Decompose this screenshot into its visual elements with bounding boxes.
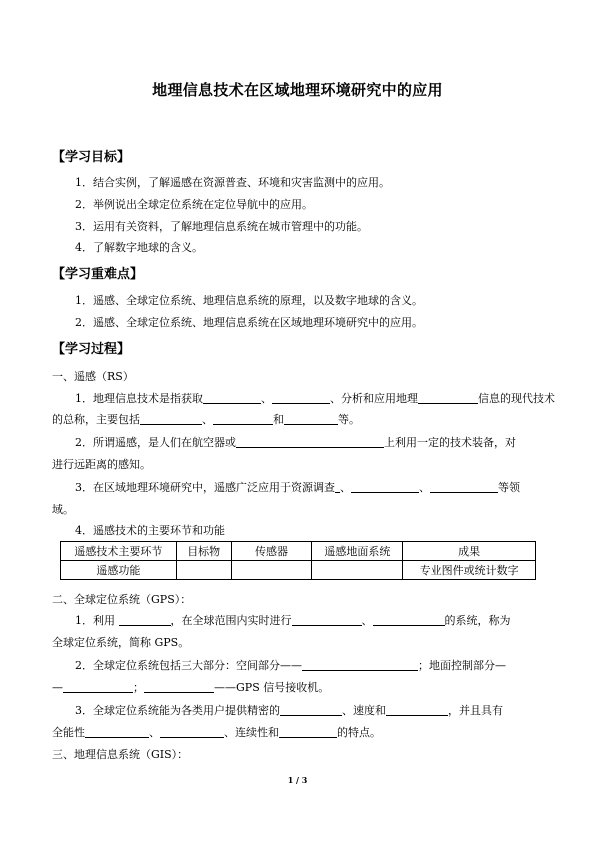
answer-blank[interactable] <box>236 436 384 448</box>
goal-item: 3．运用有关资料，了解地理信息系统在城市管理中的功能。 <box>75 220 368 233</box>
answer-blank[interactable] <box>351 481 419 493</box>
gps-question-1: 1．利用 ，在全球范围内实时进行 、 的系统，称为 <box>75 614 511 627</box>
answer-blank[interactable] <box>373 614 445 626</box>
page-number: 1 / 3 <box>287 775 308 785</box>
document-title: 地理信息技术在区域地理环境研究中的应用 <box>152 81 443 99</box>
answer-blank[interactable] <box>140 413 202 425</box>
gps-question-3-cont: 全能性 、 、连续性和 的特点。 <box>52 726 381 739</box>
answer-blank[interactable] <box>279 726 337 738</box>
table-header-cell: 遥感技术主要环节 <box>61 542 177 561</box>
section-heading-process: 【学习过程】 <box>52 342 131 357</box>
rs-heading: 一、遥感（RS） <box>52 370 134 383</box>
gps-question-3: 3．全球定位系统能为各类用户提供精密的 、速度和 ，并且具有 <box>75 704 503 717</box>
rs-question-3-cont: 域。 <box>52 503 74 516</box>
rs-question-4: 4．遥感技术的主要环节和功能 <box>75 524 225 537</box>
table-cell: 遥感功能 <box>61 561 177 580</box>
answer-blank[interactable] <box>280 704 342 716</box>
rs-question-2: 2．所谓遥感，是人们在航空器或 上利用一定的技术装备，对 <box>75 436 516 449</box>
gps-question-2: 2．全球定位系统包括三大部分：空间部分—— ；地面控制部分— <box>75 659 506 672</box>
table-header-cell: 成果 <box>403 542 536 561</box>
table-cell-blank[interactable] <box>312 561 403 580</box>
answer-blank[interactable] <box>292 614 362 626</box>
keypoint-item: 2．遥感、全球定位系统、地理信息系统在区域地理环境研究中的应用。 <box>75 316 423 329</box>
section-heading-goals: 【学习目标】 <box>52 150 131 165</box>
answer-blank[interactable] <box>160 726 224 738</box>
goal-item: 4．了解数字地球的含义。 <box>75 241 203 254</box>
table-cell-blank[interactable] <box>231 561 312 580</box>
gps-heading: 二、全球定位系统（GPS）： <box>52 593 192 606</box>
answer-blank[interactable] <box>203 392 261 404</box>
answer-blank[interactable] <box>144 681 214 693</box>
gps-question-2-cont: — ； ——GPS 信号接收机。 <box>52 681 330 694</box>
table-row <box>61 561 536 580</box>
rs-question-3: 3．在区域地理环境研究中，遥感广泛应用于资源调查 、 、 等领 <box>75 481 520 494</box>
answer-blank[interactable] <box>284 413 338 425</box>
keypoint-item: 1．遥感、全球定位系统、地理信息系统的原理，以及数字地球的含义。 <box>75 294 423 307</box>
gis-heading: 三、地理信息系统（GIS）： <box>52 748 189 761</box>
answer-blank[interactable] <box>418 392 478 404</box>
remote-sensing-table <box>60 541 536 580</box>
answer-blank[interactable] <box>386 704 448 716</box>
rs-question-2-cont: 进行远距离的感知。 <box>52 458 151 471</box>
table-cell: 专业图件或统计数字 <box>403 561 536 580</box>
answer-blank[interactable] <box>213 413 273 425</box>
rs-question-1-cont: 的总称，主要包括 、 和 等。 <box>52 413 360 426</box>
table-header-cell: 传感器 <box>231 542 312 561</box>
answer-blank[interactable] <box>272 392 330 404</box>
goal-item: 1．结合实例，了解遥感在资源普查、环境和灾害监测中的应用。 <box>75 176 390 189</box>
answer-blank[interactable] <box>119 614 171 626</box>
answer-blank[interactable] <box>302 659 418 671</box>
goal-item: 2．举例说出全球定位系统在定位导航中的应用。 <box>75 198 313 211</box>
table-header-cell: 目标物 <box>176 542 231 561</box>
table-header-cell: 遥感地面系统 <box>312 542 403 561</box>
gps-question-1-cont: 全球定位系统，简称 GPS。 <box>52 636 190 649</box>
answer-blank[interactable] <box>85 726 149 738</box>
section-heading-keypoints: 【学习重难点】 <box>52 267 144 282</box>
answer-blank[interactable] <box>63 681 133 693</box>
rs-question-1: 1．地理信息技术是指获取 、 、分析和应用地理 信息的现代技术 <box>75 392 555 405</box>
table-row <box>61 542 536 561</box>
answer-blank[interactable] <box>430 481 498 493</box>
table-cell-blank[interactable] <box>176 561 231 580</box>
